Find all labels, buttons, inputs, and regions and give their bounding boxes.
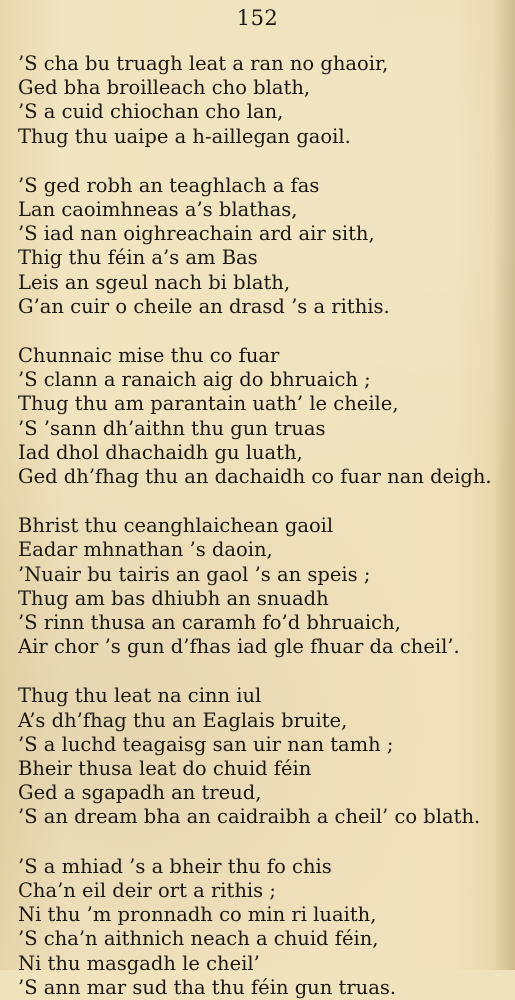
poem-line: Thug thu uaipe a h-aillegan gaoil. <box>18 124 351 148</box>
poem-line: ’S cha bu truagh leat a ran no ghaoir, <box>18 52 389 75</box>
poem-line: Lan caoimhneas a’s blathas, <box>18 198 298 222</box>
stanza <box>18 855 508 1000</box>
poem-line: Ni thu masgadh le cheil’ <box>18 951 260 975</box>
poem-text <box>18 52 508 1000</box>
poem-line: Bheir thusa leat do chuid féin <box>18 757 312 781</box>
poem-line: ’S a luchd teagaisg san uir nan tamh ; <box>18 732 394 756</box>
poem-line: ’S clann a ranaich aig do bhruaich ; <box>18 368 371 392</box>
poem-line: ’S ’sann dh’aithn thu gun truas <box>18 416 326 440</box>
poem-line: Thug thu am parantain uath’ le cheile, <box>18 392 399 416</box>
poem-line: ’S ann mar sud tha thu féin gun truas. <box>18 975 397 999</box>
stanza <box>18 684 508 829</box>
poem-line: ’Nuair bu tairis an gaol ’s an speis ; <box>18 562 371 586</box>
poem-line: Chunnaic mise thu co fuar <box>18 344 280 368</box>
poem-line: G’an cuir o cheile an drasd ’s a rithis. <box>18 294 390 318</box>
poem-line: Ged a sgapadh an treud, <box>18 781 262 805</box>
poem-line: ’S a mhiad ’s a bheir thu fo chis <box>18 854 332 878</box>
poem-line: Ni thu ’m pronnadh co min ri luaith, <box>18 903 377 927</box>
poem-line: ’S iad nan oighreachain ard air sith, <box>18 222 375 246</box>
poem-line: ’S a cuid chiochan cho lan, <box>18 100 284 124</box>
poem-line: Thig thu féin a’s am Bas <box>18 246 258 270</box>
stanza <box>18 52 508 149</box>
page-number: 152 <box>236 6 279 30</box>
stanza <box>18 344 508 489</box>
poem-line: ’S cha’n aithnich neach a chuid féin, <box>18 927 379 951</box>
poem-line: A’s dh’fhag thu an Eaglais bruite, <box>18 708 348 732</box>
poem-line: Eadar mhnathan ’s daoin, <box>18 538 273 562</box>
stanza <box>18 514 508 659</box>
poem-line: Air chor ’s gun d’fhas iad gle fhuar da cheil’. <box>18 635 460 659</box>
poem-line: Ged dh’fhag thu an dachaidh co fuar nan deigh. <box>18 465 492 489</box>
poem-line: ’S an dream bha an caidraibh a cheil’ co blath. <box>18 805 481 829</box>
poem-line: Cha’n eil deir ort a rithis ; <box>18 878 276 902</box>
stanza <box>18 174 508 319</box>
poem-line: Ged bha broilleach cho blath, <box>18 76 311 100</box>
poem-line: ’S ged robh an teaghlach a fas <box>18 173 320 197</box>
poem-line: Thug thu leat na cinn iul <box>18 684 262 708</box>
poem-line: Thug am bas dhiubh an snuadh <box>18 586 329 610</box>
poem-line: Iad dhol dhachaidh gu luath, <box>18 440 303 464</box>
poem-line: ’S rinn thusa an caramh fo’d bhruaich, <box>18 611 401 635</box>
poem-line: Leis an sgeul nach bi blath, <box>18 270 291 294</box>
poem-line: Bhrist thu ceanghlaichean gaoil <box>18 514 334 538</box>
